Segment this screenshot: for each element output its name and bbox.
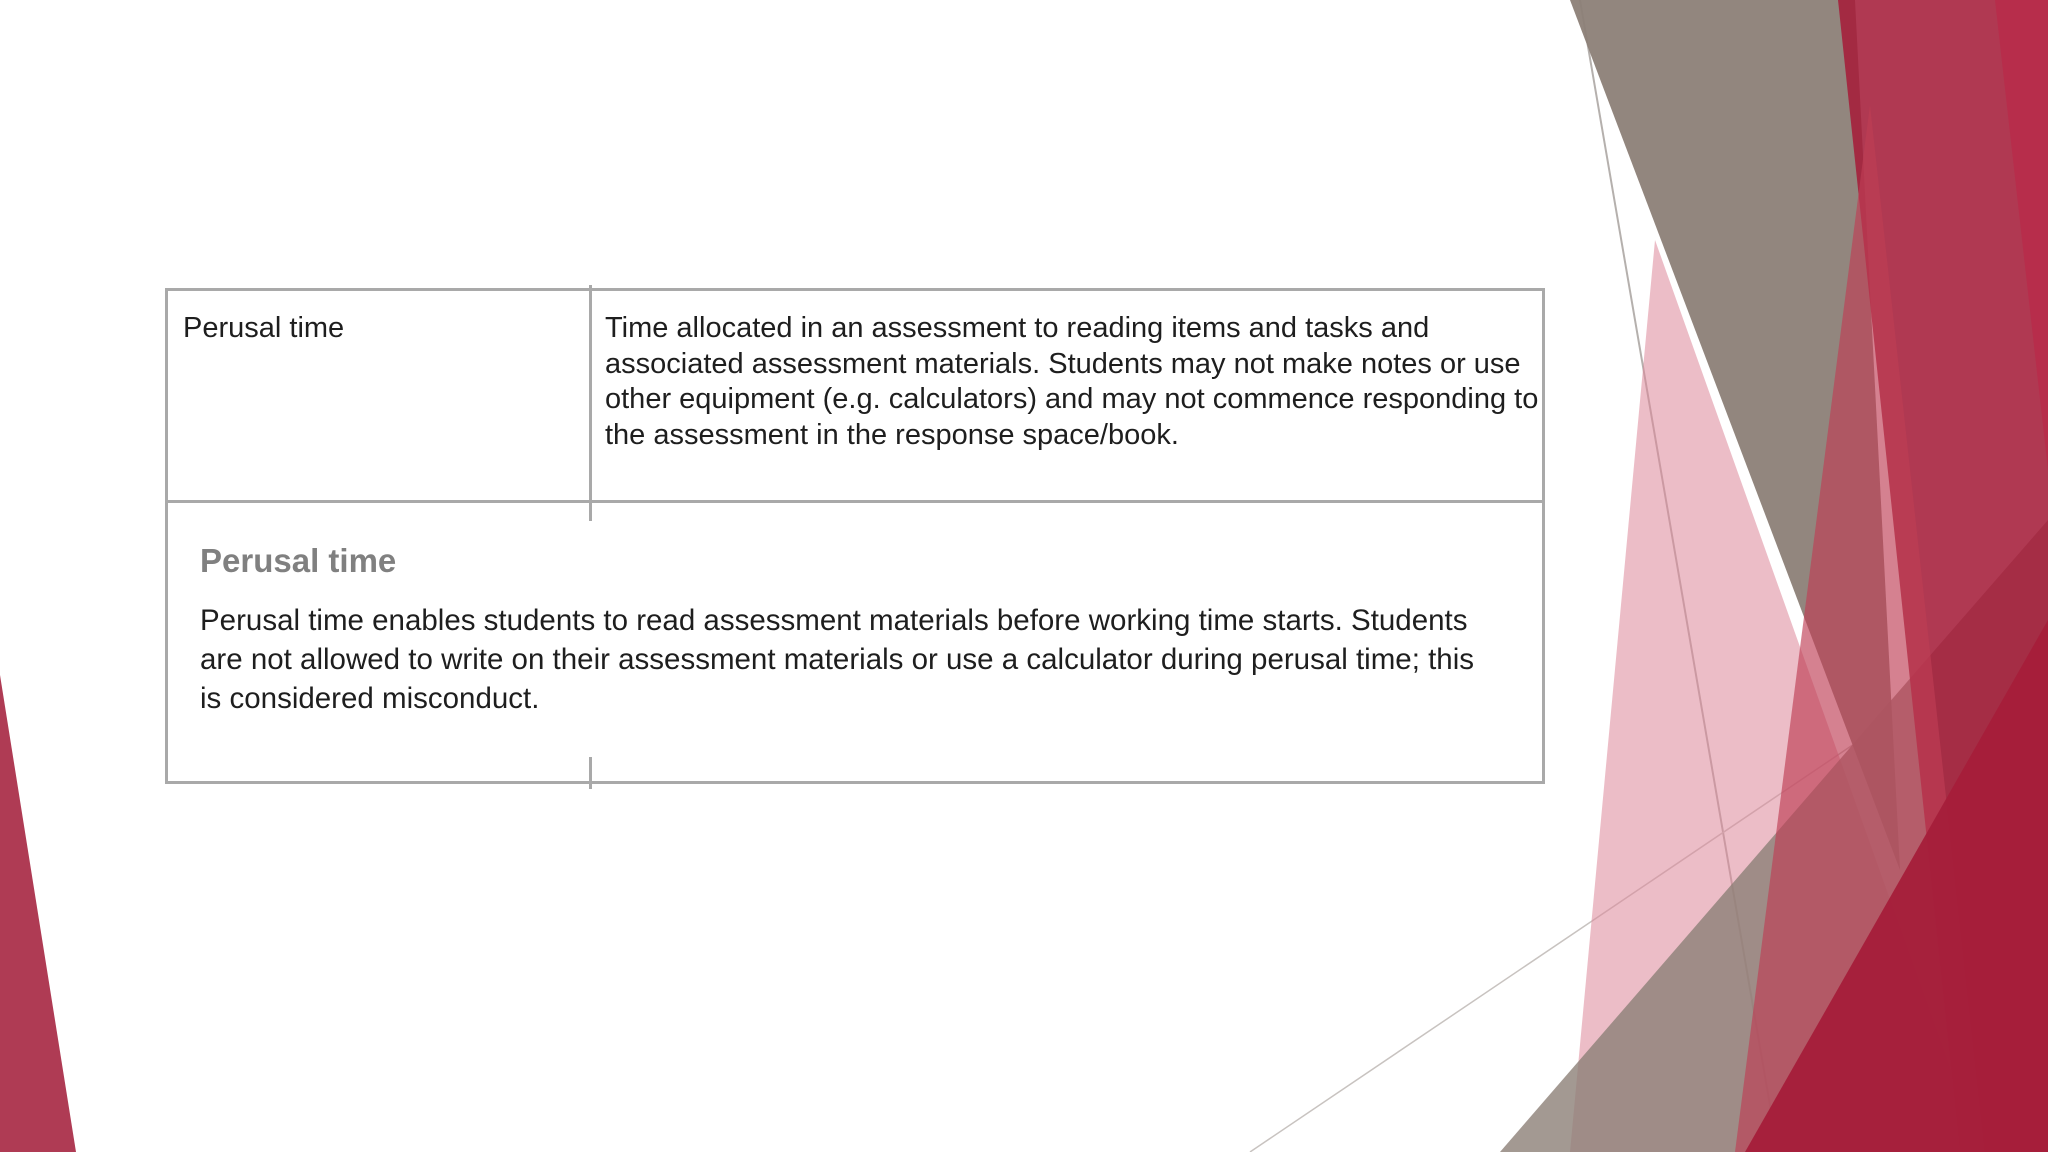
column-divider	[589, 285, 592, 521]
row-divider	[168, 500, 1542, 503]
definition-line: associated assessment materials. Students may not make notes or use	[605, 347, 1521, 380]
note-heading: Perusal time	[200, 542, 397, 579]
term-cell: Perusal time	[183, 312, 345, 344]
note-line: is considered misconduct.	[200, 682, 540, 715]
column-divider-stub	[589, 757, 592, 789]
definition-line: other equipment (e.g. calculators) and may not commence responding to	[605, 383, 1539, 415]
definition-line: Time allocated in an assessment to reading items and tasks and	[605, 312, 1430, 344]
note-body	[200, 601, 1520, 718]
definition-table	[165, 288, 1545, 784]
note-line: are not allowed to write on their assessment materials or use a calculator during perusal time; this	[200, 643, 1475, 676]
definition-cell	[605, 311, 1539, 453]
definition-line: the assessment in the response space/book.	[605, 418, 1179, 451]
left-red-shape	[0, 675, 76, 1152]
note-line: Perusal time enables students to read assessment materials before working time starts. Students	[200, 604, 1468, 637]
